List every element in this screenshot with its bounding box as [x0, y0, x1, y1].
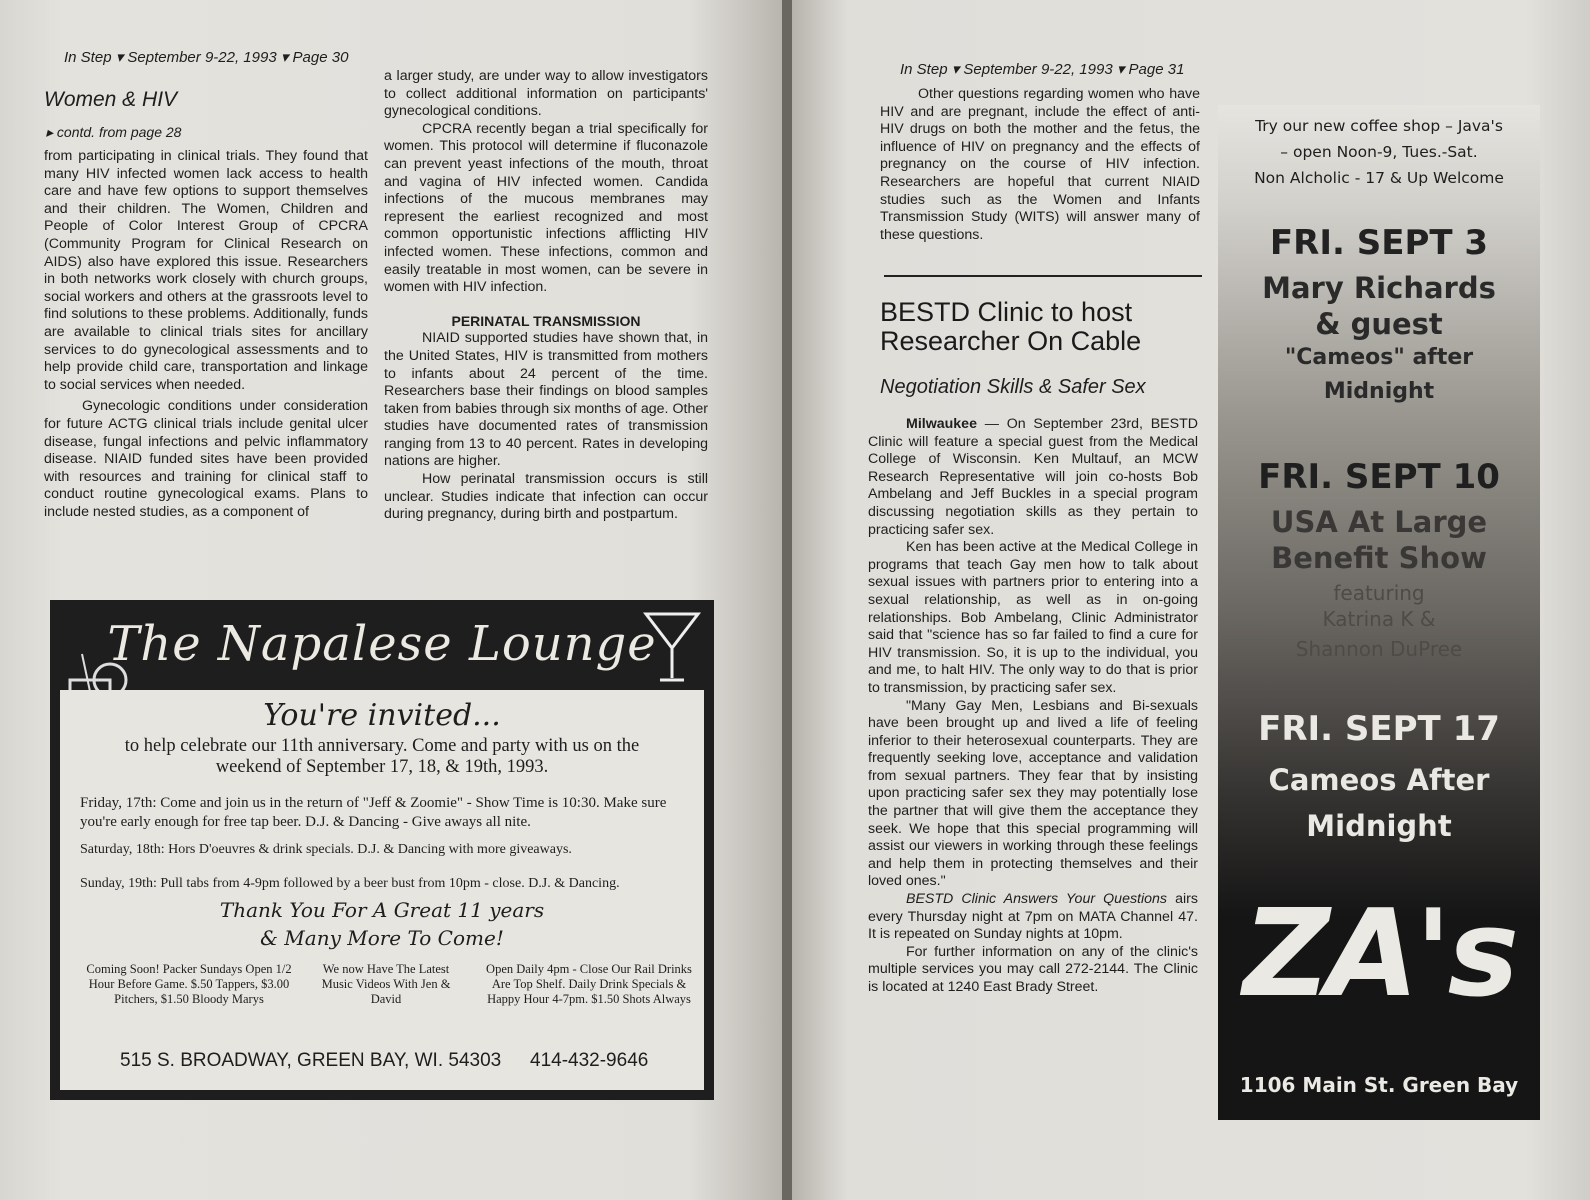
friday-event: Friday, 17th: Come and join us in the return of "Jeff & Zoomie" - Show Time is 10:30. Make sure you're early enough for free tap beer. D.J. & Dancing - Give aways all nite. — [80, 795, 667, 830]
article-headline: BESTD Clinic to host Researcher On Cable — [880, 297, 1142, 356]
coffee-shop-line-3: Non Alcholic - 17 & Up Welcome — [1254, 169, 1504, 187]
event-1-date: FRI. SEPT 3 — [1269, 223, 1489, 263]
article-title: Women & HIV — [44, 88, 178, 111]
article-continued — [880, 86, 1200, 244]
article-column-1 — [44, 148, 368, 521]
thanks-line-2: & Many More To Come! — [260, 926, 504, 950]
sunday-event: Sunday, 19th: Pull tabs from 4-9pm followed by a beer bust from 10pm - close. D.J. & Dancing. — [80, 876, 620, 891]
article-divider — [884, 275, 1202, 277]
event-2-line: USA At Large — [1270, 505, 1488, 539]
paragraph: How perinatal transmission occurs is still unclear. Studies indicate that infection can occur during pregnancy, during birth and postpartum. — [384, 471, 708, 523]
zas-logo: ZA's — [1242, 885, 1516, 1024]
coffee-shop-line-2: – open Noon-9, Tues.-Sat. — [1280, 143, 1478, 161]
coffee-shop-line-1: Try our new coffee shop – Java's — [1255, 117, 1503, 135]
paragraph: from participating in clinical trials. They found that many HIV infected women lack access to health care and have few options to support themselves and their children. The Women, Children and People of Color Interest Group of CPCRA (Community Program for Clinical Research on AIDS) also have explored this issue. Researchers in both networks work closely with church groups, social workers and others at the grassroots level to find solutions to these problems. Additionally, funds are available to clinical trials sites for ancillary services to do gynecological assessments and to help provide child care, transportation and linkage to social services when needed. — [44, 148, 368, 393]
paragraph: CPCRA recently began a trial specifically for women. This protocol will determine if fluconazole can prevent yeast infections of the mouth, throat and vagina of HIV infected women. Candida infections of the mucous membranes may represent the earliest recognized and most common opportunistic infections afflicting HIV infected women. These infections, common and easily treatable in most women, can be severe in women with HIV infection. — [384, 120, 708, 296]
ad-intro: to help celebrate our 11th anniversary. Come and party with us on the weekend of September 17, 18, & 19th, 1993. — [124, 736, 640, 777]
left-page — [0, 0, 782, 1200]
event-1-line: & guest — [1315, 307, 1443, 341]
paragraph: Gynecologic conditions under consideration for future ACTG clinical trials include genital ulcer disease, fungal infections and pelvic inflammatory disease. NIAID funded sites have been provided with resources and training for clinical staff to conduct routine gynecological exams. Plans to include nested studies, as a component of — [44, 398, 368, 520]
dateline: Milwaukee — [906, 416, 977, 432]
saturday-event: Saturday, 18th: Hors D'oeuvres & drink specials. D.J. & Dancing with more giveaways. — [80, 842, 572, 857]
event-2-line: Katrina K & — [1322, 607, 1436, 631]
event-3-date: FRI. SEPT 17 — [1258, 709, 1500, 749]
paragraph: airs every Thursday night at 7pm on MATA Channel 47. It is repeated on Sunday nights at 10pm. — [868, 891, 1198, 943]
right-page — [792, 0, 1590, 1200]
napalese-lounge-ad — [50, 600, 714, 1100]
event-1-line: Mary Richards — [1262, 271, 1496, 305]
page-header-right: In Step ▾ September 9-22, 1993 ▾ Page 31 — [900, 61, 1185, 78]
book-spine — [782, 0, 792, 1200]
ad-address: 515 S. BROADWAY, GREEN BAY, WI. 54303 — [120, 1050, 502, 1071]
event-1-line: "Cameos" after — [1284, 345, 1474, 370]
event-2-line: Benefit Show — [1271, 541, 1487, 575]
event-3-line: Midnight — [1306, 809, 1452, 843]
article-deck: Negotiation Skills & Safer Sex — [880, 376, 1146, 398]
ad-phone: 414-432-9646 — [530, 1050, 649, 1071]
zas-address: 1106 Main St. Green Bay — [1239, 1073, 1519, 1097]
event-1-line: Midnight — [1323, 379, 1435, 404]
paragraph: "Many Gay Men, Lesbians and Bi-sexuals have been brought up and lived a life of feeling inferior to their heterosexual counterparts. They are frequently seeking love, acceptance and validation from sexual partners. They fear that by insisting upon practicing safer sex they may potentially lose the partner that will give them the acceptance they seek. We hope that this special programming will assist our viewers in working through these feelings and help them in protecting themselves and their loved ones." — [868, 697, 1198, 890]
continued-note: ▸ contd. from page 28 — [46, 124, 182, 140]
thanks-line-1: Thank You For A Great 11 years — [219, 898, 545, 922]
paragraph: Other questions regarding women who have HIV and are pregnant, include the effect of anti-HIV drugs on both the mother and the fetus, the influence of HIV on pregnancy and the effects of pregnancy on the course of HIV infection. Researchers are hopeful that current NIAID studies such as the Women and Infants Transmission Study (WITS) will answer many of these questions. — [880, 86, 1200, 243]
event-3-line: Cameos After — [1268, 763, 1490, 797]
bestd-article-body — [868, 416, 1198, 997]
event-2-line: featuring — [1333, 581, 1425, 605]
page-header-left: In Step ▾ September 9-22, 1993 ▾ Page 30 — [64, 49, 349, 66]
article-column-2 — [384, 68, 708, 524]
zas-ad — [1218, 105, 1540, 1120]
paragraph: Ken has been active at the Medical College in programs that teach Gay men how to talk about sexual issues with partners prior to entering into a sexual relationship, as well as in on-going relationships. Bob Ambelang, Clinic Administrator said that "science has so far failed to find a cure for HIV transmission. So, it is up to the individual, you and me, to halt HIV. The only way to do that is prior to transmission, by practicing safer sex. — [868, 539, 1198, 696]
daily-specials-note: Open Daily 4pm - Close Our Rail Drinks Are Top Shelf. Daily Drink Specials & Happy Hour 4-7pm. $1.50 Shots Always — [486, 962, 692, 1006]
paragraph: For further information on any of the clinic's multiple services you may call 272-2144. The Clinic is located at 1240 East Brady Street. — [868, 943, 1198, 995]
ad-body — [60, 690, 704, 1090]
event-2-line: Shannon DuPree — [1295, 637, 1463, 661]
section-subhead: PERINATAL TRANSMISSION — [451, 312, 641, 329]
music-videos-note: We now Have The Latest Music Videos With Jen & David — [321, 962, 451, 1006]
event-2-date: FRI. SEPT 10 — [1258, 457, 1500, 497]
paragraph: a larger study, are under way to allow investigators to collect additional information on participants' gynecological conditions. — [384, 68, 708, 120]
invited-heading: You're invited... — [263, 698, 501, 733]
martini-glass-icon — [642, 608, 702, 688]
ad-title: The Napalese Lounge — [107, 616, 657, 672]
paragraph: NIAID supported studies have shown that, in the United States, HIV is transmitted from mothers to infants about 24 percent of the time. Researchers base their findings on blood samples taken from babies through six months of age. Other studies have documented rates of transmission ranging from 13 to 40 percent. Rates in developing nations are higher. — [384, 330, 708, 470]
paragraph: — On September 23rd, BESTD Clinic will feature a special guest from the Medical College of Wisconsin. Ken Multauf, an MCW Research Representative will join co-hosts Bob Ambelang and Jeff Buckles in a special program discussing negotiation skills as they pertain to practicing safer sex. — [868, 416, 1198, 538]
program-name: BESTD Clinic Answers Your Questions — [906, 891, 1168, 908]
packer-sundays-note: Coming Soon! Packer Sundays Open 1/2 Hour Before Game. $.50 Tappers, $3.00 Pitchers, $1.50 Bloody Marys — [86, 962, 292, 1006]
